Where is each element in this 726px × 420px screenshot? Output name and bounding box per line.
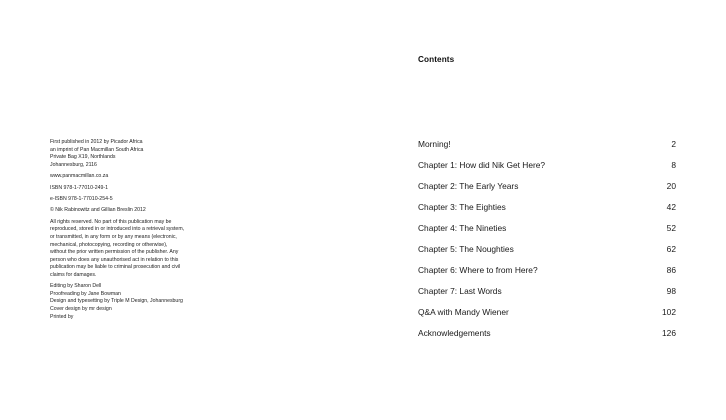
publisher-line: an imprint of Pan Macmillan South Africa xyxy=(50,146,144,153)
credit-line: Cover design by mr design xyxy=(50,306,112,313)
toc-entry-chapter-7[interactable] xyxy=(418,286,676,307)
isbn-text: ISBN 978-1-77010-249-1 xyxy=(50,184,108,191)
toc-entry-chapter-4[interactable] xyxy=(418,223,676,244)
toc-entry-label: Chapter 4: The Nineties xyxy=(418,223,507,233)
copyright-text: © Nik Rabinowitz and Gillian Breslin 2012 xyxy=(50,207,146,214)
toc-entry-label: Chapter 5: The Noughties xyxy=(418,244,514,254)
eisbn-text: e-ISBN 978-1-77010-254-5 xyxy=(50,195,113,202)
rights-line: All rights reserved. No part of this publication may be xyxy=(50,218,172,225)
toc-entry-morning[interactable] xyxy=(418,139,676,160)
toc-entry-chapter-5[interactable] xyxy=(418,244,676,265)
toc-entry-page: 62 xyxy=(666,244,676,254)
credit-line: Printed by xyxy=(50,313,74,320)
toc-entry-page: 52 xyxy=(666,223,676,233)
toc-entry-acknowledgements[interactable] xyxy=(418,328,676,349)
toc-entry-label: Morning! xyxy=(418,139,451,149)
rights-line: reproduced, stored in or introduced into a retrieval system, xyxy=(50,226,185,233)
isbn xyxy=(50,185,225,193)
rights-line: or transmitted, in any form or by any means (electronic, xyxy=(50,233,177,240)
credit-line: Editing by Sharon Dell xyxy=(50,283,102,290)
toc-entry-label: Q&A with Mandy Wiener xyxy=(418,307,509,317)
rights-line: publication may be liable to criminal prosecution and civil xyxy=(50,264,181,271)
imprint-page xyxy=(50,139,225,325)
toc-entry-chapter-1[interactable] xyxy=(418,160,676,181)
publisher-line: First published in 2012 by Picador Africa xyxy=(50,139,143,145)
eisbn xyxy=(50,196,225,204)
toc-entry-page: 2 xyxy=(671,139,676,149)
rights-line: mechanical, photocopying, recording or otherwise), xyxy=(50,241,168,248)
rights-line: without the prior written permission of the publisher. Any xyxy=(50,249,179,256)
copyright xyxy=(50,207,225,215)
publisher-line: Private Bag X19, Northlands xyxy=(50,154,116,161)
publisher-line: Johannesburg, 2116 xyxy=(50,161,97,168)
rights-line: claims for damages. xyxy=(50,271,97,278)
toc-entry-label: Chapter 7: Last Words xyxy=(418,286,502,296)
toc-entry-chapter-3[interactable] xyxy=(418,202,676,223)
rights-line: person who does any unauthorised act in relation to this xyxy=(50,256,179,263)
toc-entry-label: Chapter 2: The Early Years xyxy=(418,181,519,191)
toc-entry-page: 102 xyxy=(662,307,676,317)
toc-entry-label: Acknowledgements xyxy=(418,328,491,338)
toc-entry-page: 8 xyxy=(671,160,676,170)
toc-entry-chapter-2[interactable] xyxy=(418,181,676,202)
credits xyxy=(50,283,225,321)
publisher-block xyxy=(50,139,225,169)
credit-line: Design and typesetting by Triple M Design, Johannesburg xyxy=(50,298,183,305)
toc-entry-label: Chapter 6: Where to from Here? xyxy=(418,265,538,275)
toc-entry-label: Chapter 3: The Eighties xyxy=(418,202,506,212)
toc-entry-page: 86 xyxy=(666,265,676,275)
rights-notice xyxy=(50,219,225,280)
website-text: www.panmacmillan.co.za xyxy=(50,173,109,180)
table-of-contents xyxy=(418,139,676,349)
toc-entry-page: 20 xyxy=(666,181,676,191)
toc-entry-page: 98 xyxy=(666,286,676,296)
toc-entry-label: Chapter 1: How did Nik Get Here? xyxy=(418,160,546,170)
website xyxy=(50,173,225,181)
credit-line: Proofreading by Jane Bowman xyxy=(50,290,121,297)
toc-entry-qa[interactable] xyxy=(418,307,676,328)
toc-entry-page: 126 xyxy=(662,328,676,338)
toc-entry-chapter-6[interactable] xyxy=(418,265,676,286)
contents-title: Contents xyxy=(418,55,455,64)
toc-entry-page: 42 xyxy=(666,202,676,212)
